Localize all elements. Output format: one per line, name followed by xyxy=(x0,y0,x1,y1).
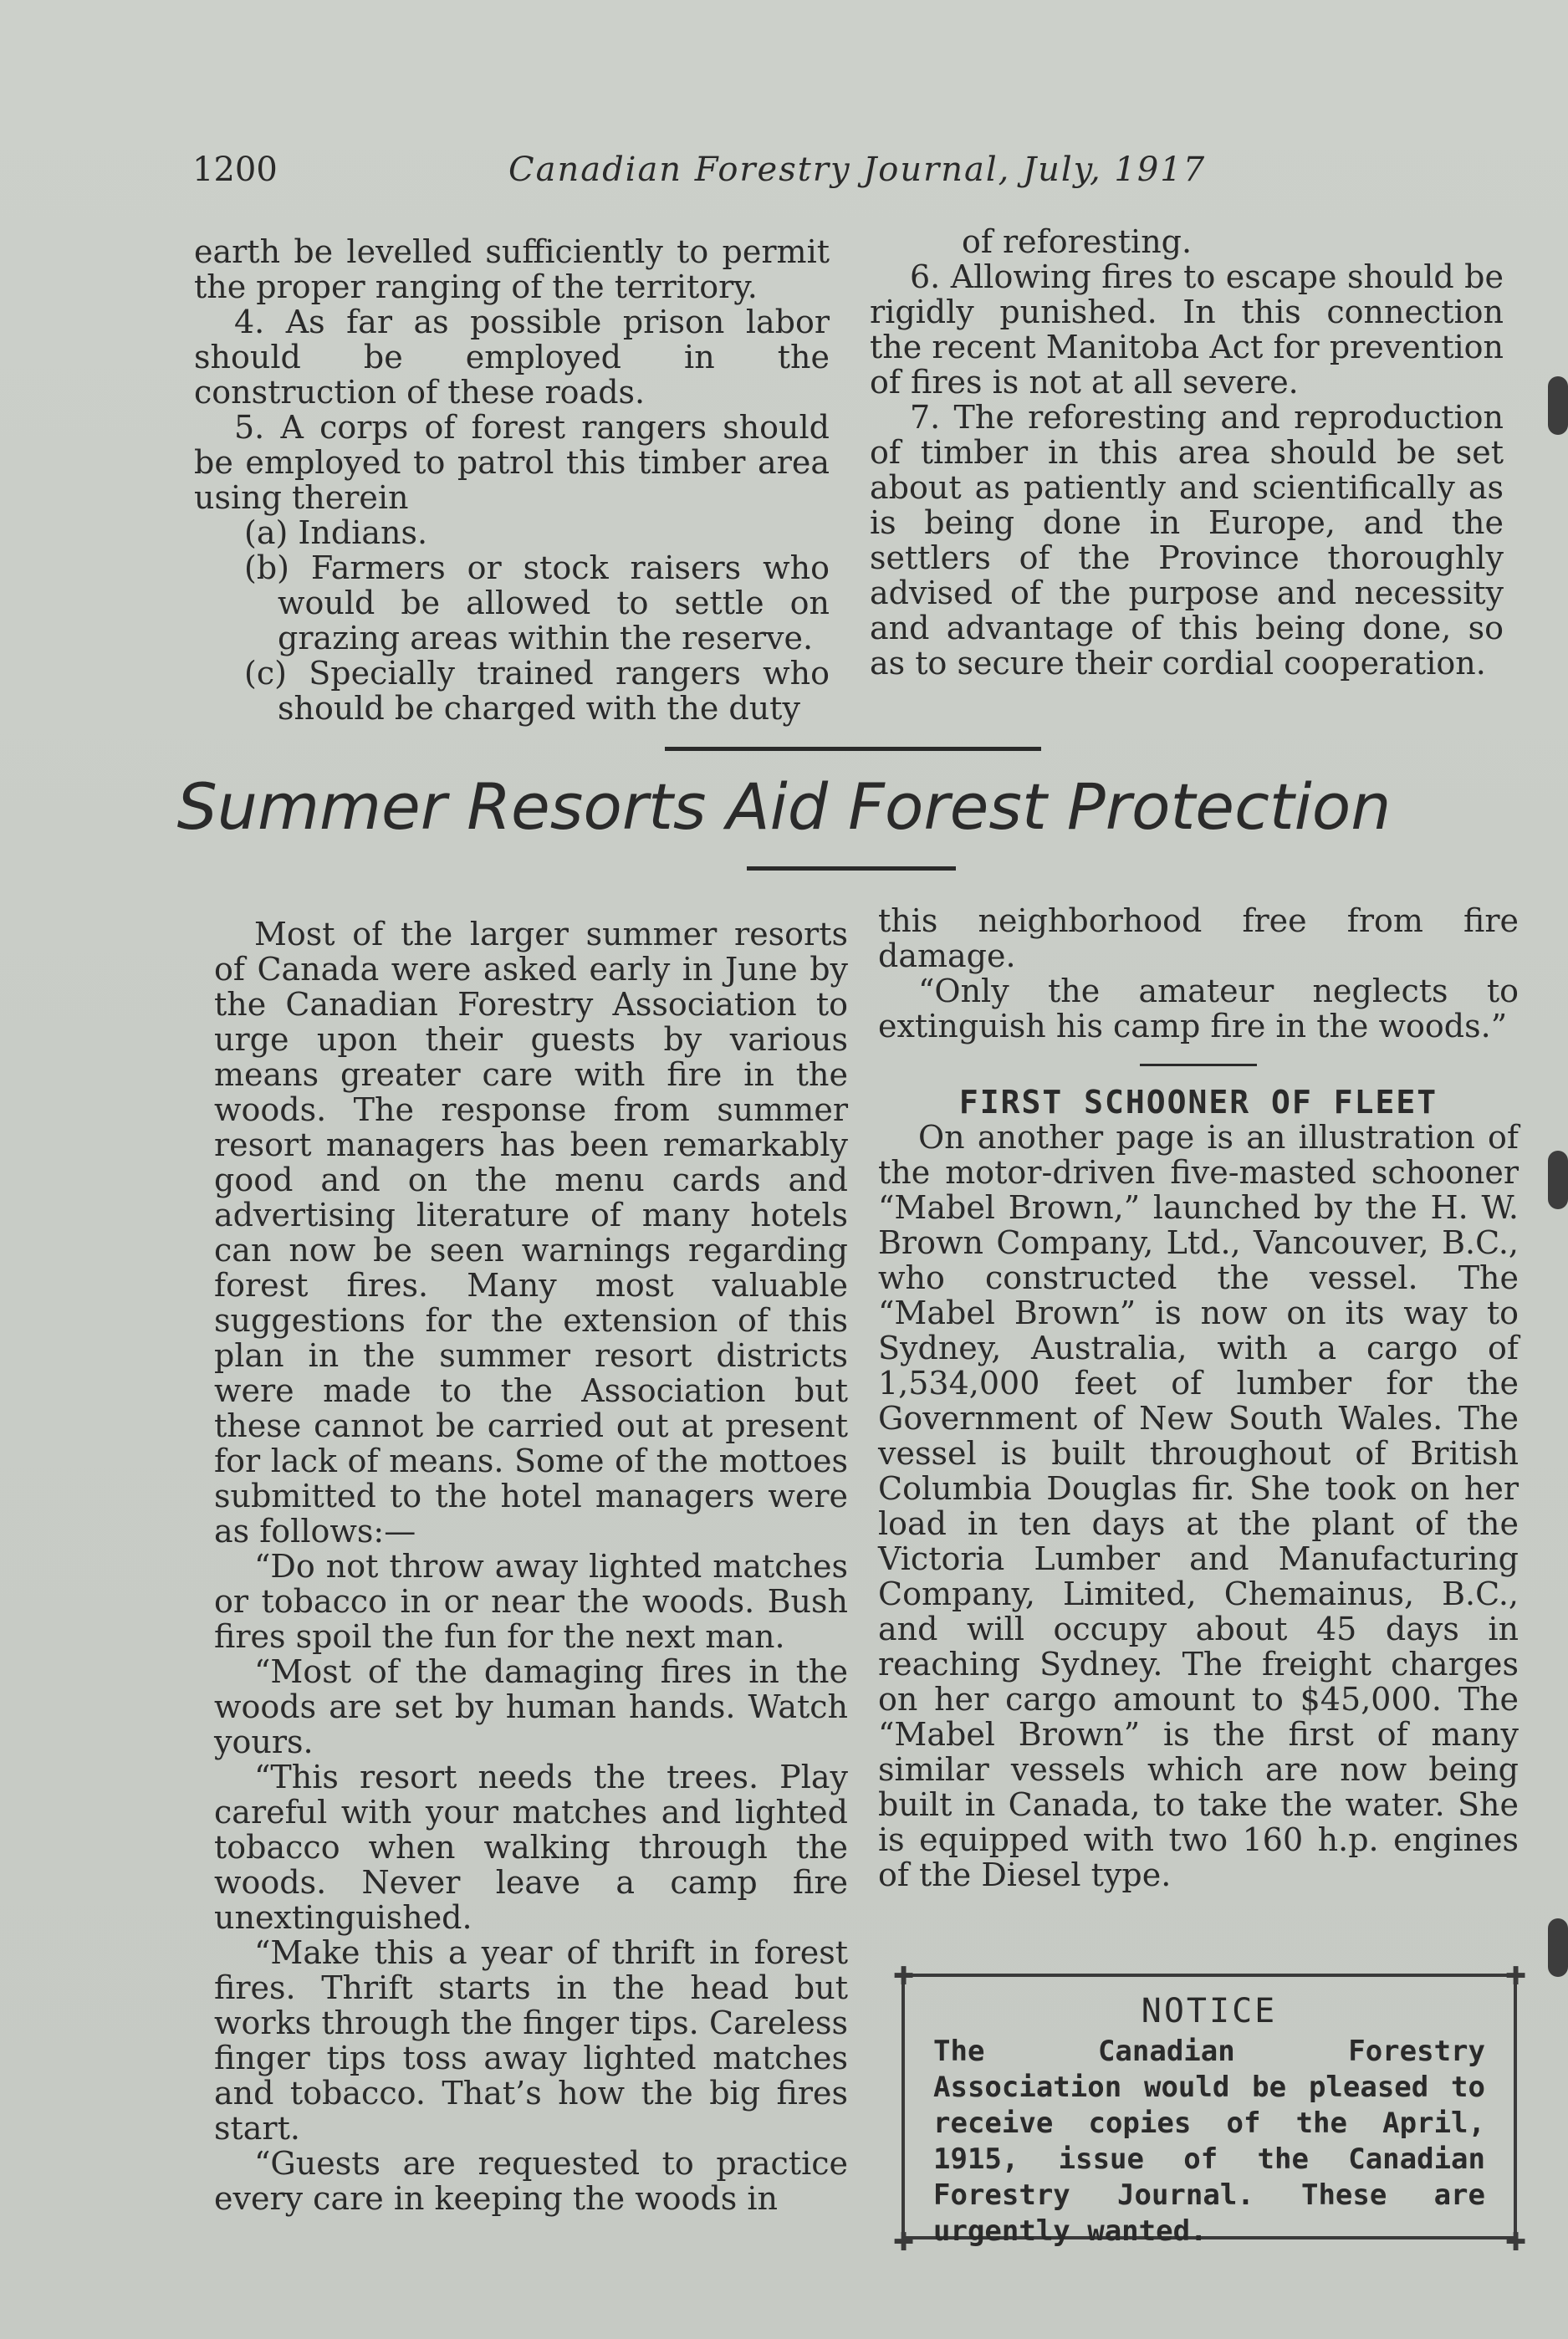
motto: “This resort needs the trees. Play careful with your matches and lighted tobacco when walking through the woods. Never leave a camp fire unextinguished. xyxy=(214,1759,848,1936)
binding-tab xyxy=(1548,376,1568,435)
divider xyxy=(1140,1064,1257,1066)
running-head: Canadian Forestry Journal, July, 1917 xyxy=(508,151,1207,189)
article-left-column xyxy=(214,917,848,2216)
page-number: 1200 xyxy=(192,151,278,189)
ornament-icon: ✚ xyxy=(1505,2228,1527,2257)
title-underline xyxy=(747,866,956,871)
binding-tab xyxy=(1548,1918,1568,1977)
top-right-column xyxy=(870,224,1504,681)
section-divider xyxy=(665,747,1041,751)
article-title: Summer Resorts Aid Forest Protection xyxy=(176,769,1392,844)
list-item: (c) Specially trained rangers who should be charged with the duty xyxy=(244,655,830,727)
paragraph: of reforesting. xyxy=(962,223,1193,260)
page-header xyxy=(192,151,1505,201)
paragraph: Most of the larger summer resorts of Canada were asked early in June by the Canadian Forestry Association to urge upon their guests by various means greater care with fire in the woods. The response from summer resort managers has been remarkably good and on the menu cards and advertising literature of many hotels can now be seen warnings regarding forest fires. Many most valuable suggestions for the extension of this plan in the summer resort districts were made to the Association but these cannot be carried out at present for lack of means. Some of the mottoes submitted to the hotel managers were as follows:— xyxy=(214,916,848,1550)
paragraph: On another page is an illustration of the motor-driven five-masted schooner “Mabel Brown,” launched by the H. W. Brown Company, Ltd., Vancouver, B.C., who constructed the vessel. The “Mabel Brown” is now on its way to Sydney, Australia, with a cargo of 1,534,000 feet of lumber for the Government of New South Wales. The vessel is built throughout of British Columbia Douglas fir. She took on her load in ten days at the plant of the Victoria Lumber and Manufacturing Company, Limited, Chemainus, B.C., and will occupy about 45 days in reaching Sydney. The freight charges on her cargo amount to $45,000. The “Mabel Brown” is the first of many similar vessels which are now being built in Canada, to take the water. She is equipped with two 160 h.p. engines of the Diesel type. xyxy=(878,1119,1519,1893)
paragraph: 5. A corps of forest rangers should be employed to patrol this timber area using therein xyxy=(194,409,830,516)
list-item: (b) Farmers or stock raisers who would be allowed to settle on grazing areas within the reserve. xyxy=(244,549,830,656)
motto: “Do not throw away lighted matches or tobacco in or near the woods. Bush fires spoil the fun for the next man. xyxy=(214,1548,848,1655)
schooner-heading: FIRST SCHOONER OF FLEET xyxy=(958,1084,1438,1121)
notice-box xyxy=(901,1974,1517,2248)
article-right-column xyxy=(878,903,1519,1892)
motto: “Most of the damaging fires in the woods are set by human hands. Watch yours. xyxy=(214,1653,848,1760)
ornament-icon: ✚ xyxy=(893,2228,915,2257)
paragraph: earth be levelled sufficiently to permit the proper ranging of the territory. xyxy=(194,233,830,305)
paragraph: 7. The reforesting and reproduction of timber in this area should be set about as patiently and scientifically as is being done in Europe, and the settlers of the Province thoroughly advised of the purpose and necessity and advantage of this being done, so as to secure their cordial cooperation. xyxy=(870,399,1504,682)
paragraph: 4. As far as possible prison labor should be employed in the construction of these roads. xyxy=(194,304,830,411)
paragraph: 6. Allowing fires to escape should be rigidly punished. In this connection the recent Manitoba Act for prevention of fires is not at all severe. xyxy=(870,258,1504,401)
motto: “Make this a year of thrift in forest fires. Thrift starts in the head but works through the finger tips. Careless finger tips toss away lighted matches and tobacco. That’s how the big fires start. xyxy=(214,1934,848,2147)
notice-title: NOTICE xyxy=(1141,1992,1278,2030)
binding-tab xyxy=(1548,1151,1568,1209)
notice-text: The Canadian Forestry Association would be pleased to receive copies of the April, 1915, issue of the Canadian Forestry Journal. These are urgently wanted. xyxy=(933,2035,1485,2248)
list-item: (a) Indians. xyxy=(244,514,428,551)
motto: “Only the amateur neglects to extinguish his camp fire in the woods.” xyxy=(878,973,1519,1044)
ornament-icon: ✚ xyxy=(1505,1962,1527,1991)
top-left-column xyxy=(194,234,830,726)
paragraph: this neighborhood free from fire damage. xyxy=(878,902,1519,974)
motto: “Guests are requested to practice every care in keeping the woods in xyxy=(214,2145,848,2217)
ornament-icon: ✚ xyxy=(893,1962,915,1991)
